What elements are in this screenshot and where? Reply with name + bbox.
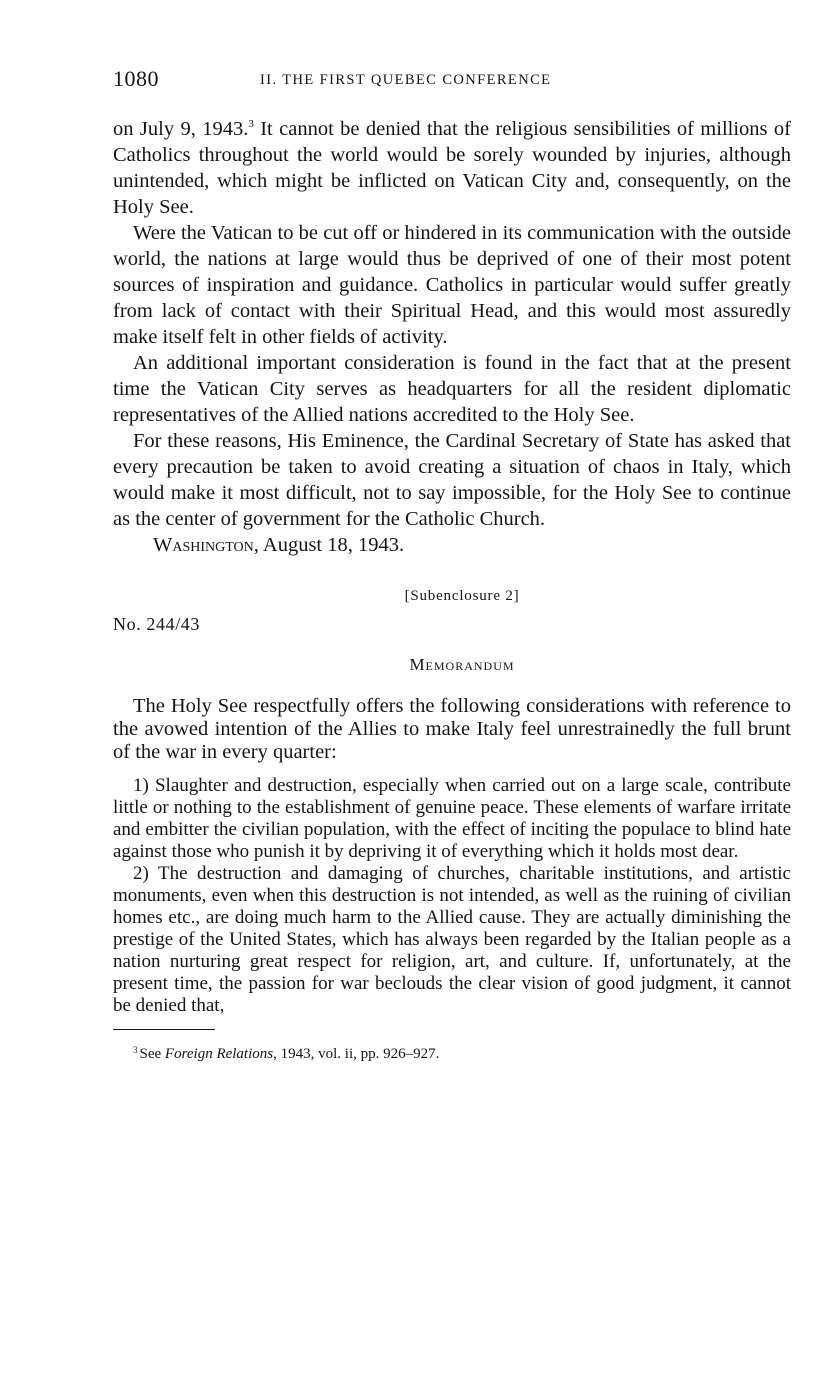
memorandum-title: Memorandum	[409, 655, 515, 674]
footnote-3	[113, 1040, 791, 1064]
running-head: II. THE FIRST QUEBEC CONFERENCE	[260, 72, 552, 88]
document-number: No. 244/43	[113, 614, 200, 634]
memorandum-intro	[113, 695, 791, 764]
footnote-lead: See	[139, 1046, 165, 1062]
footnote-mark: 3	[133, 1045, 138, 1055]
footnote-citation-detail: , 1943, vol. ii, pp. 926–927.	[273, 1046, 440, 1062]
dateline-date: , August 18, 1943.	[253, 534, 405, 556]
memorandum-point-2: 2) The destruction and damaging of churches, charitable institutions, and artistic monuments, even when this destruction is not intended, as well as the ruining of civilian homes etc., are doing much harm to the Allied cause. They are actually diminishing the prestige of the United States, which has always been regarded by the Italian people as a nation nurturing great respect for religion, art, and culture. If, unfortunately, at the present time, the passion for war beclouds the clear vision of good judgment, it cannot be denied that,	[113, 863, 791, 1016]
page-number: 1080	[113, 66, 159, 91]
letter-paragraph-1	[113, 116, 791, 220]
dateline-place: Washington	[153, 534, 254, 556]
letter-paragraph-4: For these reasons, His Eminence, the Cardinal Secretary of State has asked that every precaution be taken to avoid creating a situation of chaos in Italy, which would make it most difficult, not to say impossible, for the Holy See to continue as the center of government for the Catholic Church.	[113, 430, 791, 530]
memorandum-intro-paragraph: The Holy See respectfully offers the following considerations with reference to the avowed intention of the Allies to make Italy feel unrestrainedly the full brunt of the war in every quarter:	[113, 695, 791, 763]
footnote-citation-title: Foreign Relations	[164, 1046, 274, 1062]
dateline	[113, 532, 791, 558]
document-page	[113, 66, 791, 1064]
letter-paragraph-3: An additional important consideration is found in the fact that at the present time the Vatican City serves as headquarters for all the resident diplomatic representatives of the Allied nations accredited to the Holy See.	[113, 352, 791, 426]
letter-body	[113, 116, 791, 558]
memorandum-point-1: 1) Slaughter and destruction, especially when carried out on a large scale, contribute little or nothing to the establishment of genuine peace. These elements of warfare irritate and embitter the civilian population, with the effect of inciting the populace to blind hate against those who punish it by depriving it of everything which it holds most dear.	[113, 775, 791, 862]
subenclosure-label: [Subenclosure 2]	[404, 588, 520, 604]
footnote-divider	[113, 1029, 215, 1030]
letter-paragraph-1-rest: It cannot be denied that the religious sensibilities of millions of Catholics throughout the world would be sorely wounded by injuries, although unintended, which might be inflicted on Vatican City and, consequently, on the Holy See.	[113, 118, 791, 218]
page-header	[113, 66, 791, 98]
letter-paragraph-1-start: on July 9, 1943.	[113, 118, 249, 140]
letter-paragraph-2: Were the Vatican to be cut off or hindered in its communication with the outside world, the nations at large would thus be deprived of one of their most potent sources of inspiration and guidance. Catholics in particular would suffer greatly from lack of contact with their Spiritual Head, and this would most assuredly make itself felt in other fields of activity.	[113, 222, 791, 348]
footnote-reference-3: 3	[248, 118, 254, 130]
memorandum-points	[113, 775, 791, 1017]
